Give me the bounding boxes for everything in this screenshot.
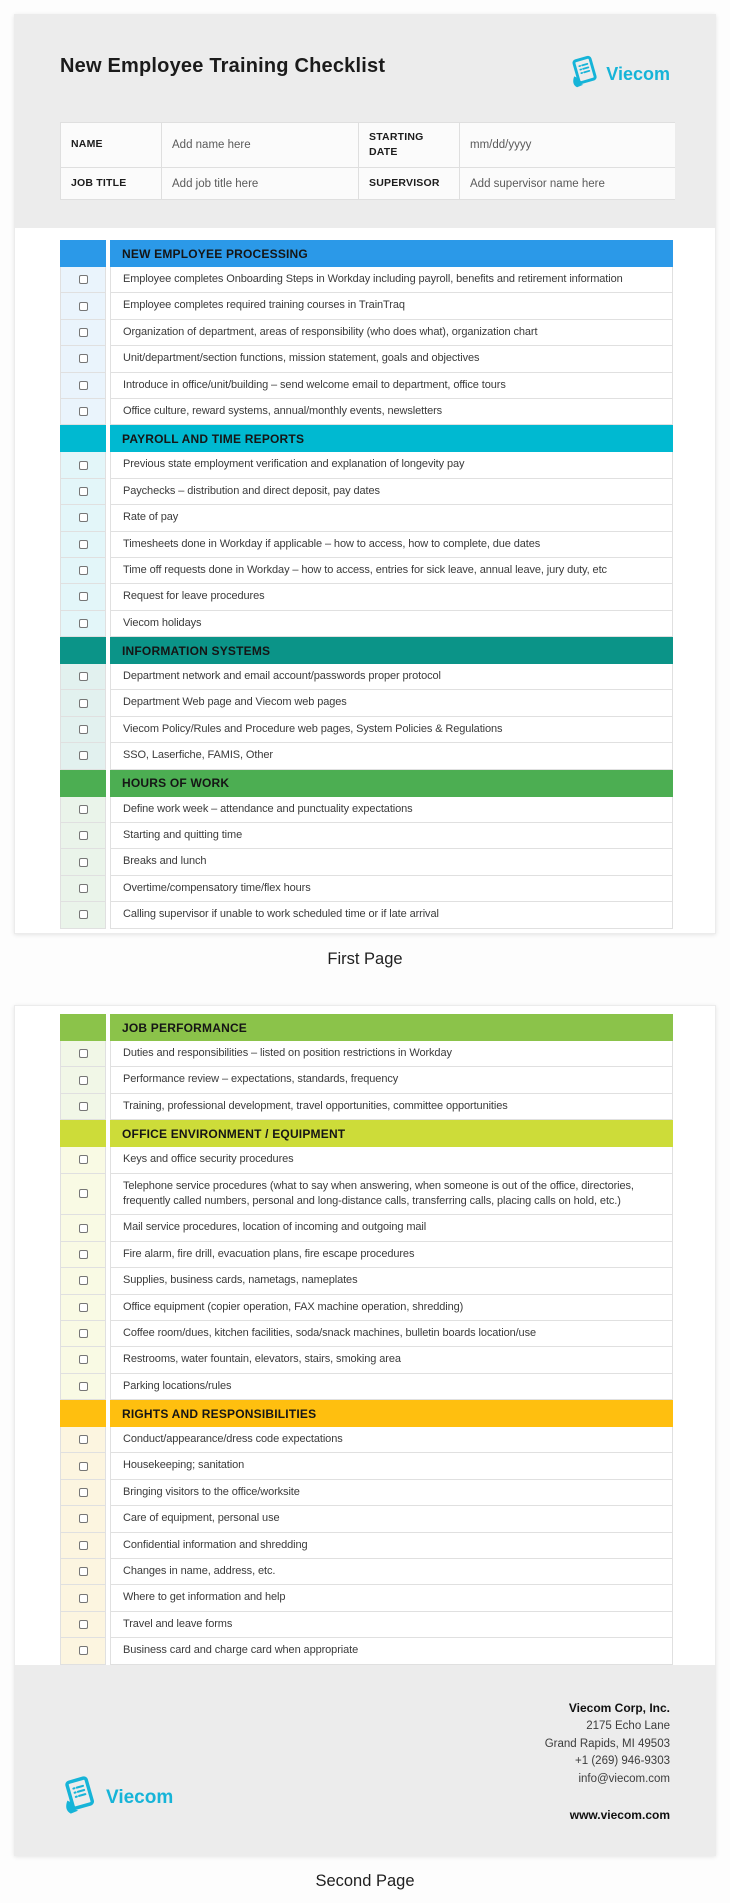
name-label: NAME	[71, 138, 103, 151]
checkbox[interactable]	[79, 910, 88, 919]
job-title-placeholder: Add job title here	[172, 177, 259, 190]
section-header-spacer	[60, 240, 106, 267]
footer-brand-name: Viecom	[106, 1786, 174, 1808]
footer-company-name: Viecom Corp, Inc.	[568, 1701, 670, 1716]
checklist-row	[60, 1094, 673, 1120]
checklist-row	[60, 1295, 673, 1321]
section-header-spacer	[60, 1014, 106, 1041]
checkbox[interactable]	[79, 1462, 88, 1471]
checkbox-cell	[60, 399, 106, 425]
footer-address-line2: Grand Rapids, MI 49503	[544, 1737, 670, 1750]
checklist-row	[60, 452, 673, 478]
checklist-item-label: Travel and leave forms	[110, 1612, 673, 1638]
starting-date-label-cell	[359, 123, 459, 167]
checkbox[interactable]	[79, 1646, 88, 1655]
section-title: JOB PERFORMANCE	[110, 1014, 673, 1041]
checklist-item-label: Viecom Policy/Rules and Procedure web pages, System Policies & Regulations	[110, 717, 673, 743]
checklist-row	[60, 1374, 673, 1400]
checklist-row	[60, 373, 673, 399]
checkbox-cell	[60, 1295, 106, 1321]
checkbox[interactable]	[79, 407, 88, 416]
checkbox-cell	[60, 717, 106, 743]
checklist-item-label: Viecom holidays	[110, 611, 673, 637]
page-footer-band	[15, 1665, 715, 1855]
checkbox[interactable]	[79, 1250, 88, 1259]
checklist-row	[60, 1242, 673, 1268]
employee-info-form	[60, 122, 675, 200]
brand-logo	[568, 55, 670, 94]
checklist-item-label: Department network and email account/passwords proper protocol	[110, 664, 673, 690]
first-page-caption: First Page	[327, 950, 403, 968]
checklist-row	[60, 849, 673, 875]
checklist-item-label: Care of equipment, personal use	[110, 1506, 673, 1532]
section-header	[60, 1014, 673, 1041]
checklist-item-label: Performance review – expectations, standards, frequency	[110, 1067, 673, 1093]
checkbox[interactable]	[79, 699, 88, 708]
checklist-item-label: Organization of department, areas of responsibility (who does what), organization chart	[110, 320, 673, 346]
checkbox[interactable]	[79, 1224, 88, 1233]
checklist-row	[60, 532, 673, 558]
checklist-item-label: SSO, Laserfiche, FAMIS, Other	[110, 743, 673, 769]
checkbox-cell	[60, 1612, 106, 1638]
checkbox-cell	[60, 1506, 106, 1532]
checkbox-cell	[60, 1374, 106, 1400]
section-title: INFORMATION SYSTEMS	[110, 637, 673, 664]
checkbox[interactable]	[79, 1620, 88, 1629]
checkbox-cell	[60, 1174, 106, 1216]
second-page	[14, 1005, 716, 1856]
brand-name: Viecom	[606, 64, 670, 84]
checklist-row	[60, 1612, 673, 1638]
checklist-item-label: Business card and charge card when appropriate	[110, 1638, 673, 1664]
section-header	[60, 425, 673, 452]
footer-address-line1: 2175 Echo Lane	[586, 1719, 670, 1732]
checklist-row	[60, 293, 673, 319]
checkbox[interactable]	[79, 805, 88, 814]
checklist-row	[60, 690, 673, 716]
footer-email[interactable]: info@viecom.com	[578, 1773, 670, 1786]
checkbox-cell	[60, 743, 106, 769]
checkbox[interactable]	[79, 1076, 88, 1085]
checklist-row	[60, 558, 673, 584]
checkbox-cell	[60, 1242, 106, 1268]
checklist-item-label: Breaks and lunch	[110, 849, 673, 875]
checklist-item-label: Confidential information and shredding	[110, 1533, 673, 1559]
checklist-row	[60, 1321, 673, 1347]
viecom-logo-icon-slot	[60, 1775, 98, 1821]
supervisor-placeholder: Add supervisor name here	[470, 177, 605, 190]
checklist-row	[60, 902, 673, 928]
starting-date-placeholder: mm/dd/yyyy	[470, 139, 532, 151]
checkbox[interactable]	[79, 1355, 88, 1364]
checklist-item-label: Rate of pay	[110, 505, 673, 531]
checkbox-cell	[60, 267, 106, 293]
checkbox-cell	[60, 849, 106, 875]
checkbox[interactable]	[79, 1049, 88, 1058]
checklist-item-label: Introduce in office/unit/building – send welcome email to department, office tours	[110, 373, 673, 399]
section-header	[60, 1400, 673, 1427]
checklist-item-label: Office equipment (copier operation, FAX machine operation, shredding)	[110, 1295, 673, 1321]
checklist-row	[60, 823, 673, 849]
checklist-row	[60, 1585, 673, 1611]
checklist-item-label: Request for leave procedures	[110, 584, 673, 610]
checkbox[interactable]	[79, 1567, 88, 1576]
checklist-row	[60, 1506, 673, 1532]
checklist-item-label: Coffee room/dues, kitchen facilities, soda/snack machines, bulletin boards location/use	[110, 1321, 673, 1347]
checkbox[interactable]	[79, 566, 88, 575]
checklist-row	[60, 1638, 673, 1664]
checkbox-cell	[60, 479, 106, 505]
checklist-row	[60, 1533, 673, 1559]
checkbox[interactable]	[79, 540, 88, 549]
section-title: RIGHTS AND RESPONSIBILITIES	[110, 1400, 673, 1427]
checkbox-cell	[60, 1427, 106, 1453]
checkbox[interactable]	[79, 513, 88, 522]
checkbox-cell	[60, 611, 106, 637]
checklist-item-label: Mail service procedures, location of incoming and outgoing mail	[110, 1215, 673, 1241]
checkbox[interactable]	[79, 672, 88, 681]
supervisor-label: SUPERVISOR	[369, 176, 440, 189]
checkbox-cell	[60, 1147, 106, 1173]
checklist-item-label: Parking locations/rules	[110, 1374, 673, 1400]
viecom-logo-icon	[60, 1775, 98, 1816]
checkbox[interactable]	[79, 592, 88, 601]
checkbox-cell	[60, 1638, 106, 1664]
footer-contact-block	[545, 1699, 670, 1824]
checkbox[interactable]	[79, 1189, 88, 1198]
checklist-row	[60, 664, 673, 690]
checkbox-cell	[60, 346, 106, 372]
supervisor-label-cell	[359, 168, 459, 199]
checkbox-cell	[60, 1480, 106, 1506]
checkbox-cell	[60, 1559, 106, 1585]
checkbox[interactable]	[79, 1303, 88, 1312]
checklist-row	[60, 1347, 673, 1373]
section-header-spacer	[60, 637, 106, 664]
checklist-row	[60, 743, 673, 769]
name-placeholder: Add name here	[172, 139, 251, 151]
checkbox-cell	[60, 1067, 106, 1093]
checklist-row	[60, 1480, 673, 1506]
checkbox[interactable]	[79, 275, 88, 284]
checklist-page2	[60, 1014, 673, 1665]
checklist-item-label: Define work week – attendance and punctuality expectations	[110, 797, 673, 823]
checklist-item-label: Previous state employment verification and explanation of longevity pay	[110, 452, 673, 478]
checkbox-cell	[60, 584, 106, 610]
checkbox-cell	[60, 452, 106, 478]
checklist-row	[60, 1427, 673, 1453]
checkbox[interactable]	[79, 884, 88, 893]
checkbox-cell	[60, 293, 106, 319]
checklist-row	[60, 611, 673, 637]
checklist-row	[60, 1174, 673, 1216]
checkbox[interactable]	[79, 328, 88, 337]
checkbox-cell	[60, 320, 106, 346]
checkbox-cell	[60, 532, 106, 558]
checklist-item-label: Office culture, reward systems, annual/monthly events, newsletters	[110, 399, 673, 425]
checklist-item-label: Where to get information and help	[110, 1585, 673, 1611]
viecom-logo-icon	[568, 55, 600, 89]
checklist-item-label: Supplies, business cards, nametags, nameplates	[110, 1268, 673, 1294]
section-header-spacer	[60, 1120, 106, 1147]
second-page-caption: Second Page	[315, 1871, 415, 1890]
checkbox[interactable]	[79, 1541, 88, 1550]
checkbox[interactable]	[79, 354, 88, 363]
checkbox-cell	[60, 1347, 106, 1373]
job-title-label: JOB TITLE	[71, 176, 127, 189]
checklist-row	[60, 1559, 673, 1585]
starting-date-label: STARTING DATE	[369, 130, 424, 158]
checkbox-cell	[60, 902, 106, 928]
page-header-band	[15, 15, 715, 228]
section-title: HOURS OF WORK	[110, 770, 673, 797]
checkbox-cell	[60, 1585, 106, 1611]
section-header	[60, 1120, 673, 1147]
checklist-row	[60, 876, 673, 902]
checklist-item-label: Training, professional development, travel opportunities, committee opportunities	[110, 1094, 673, 1120]
checklist-item-label: Department Web page and Viecom web pages	[110, 690, 673, 716]
checkbox[interactable]	[79, 381, 88, 390]
checkbox-cell	[60, 876, 106, 902]
checkbox[interactable]	[79, 1276, 88, 1285]
section-header-spacer	[60, 425, 106, 452]
checklist-item-label: Overtime/compensatory time/flex hours	[110, 876, 673, 902]
checklist-row	[60, 1268, 673, 1294]
checkbox-cell	[60, 1215, 106, 1241]
checkbox-cell	[60, 505, 106, 531]
checklist-page1	[60, 240, 673, 929]
job-title-field[interactable]	[162, 168, 358, 199]
section-header	[60, 770, 673, 797]
checkbox-cell	[60, 823, 106, 849]
checklist-item-label: Conduct/appearance/dress code expectations	[110, 1427, 673, 1453]
checklist-item-label: Time off requests done in Workday – how to access, entries for sick leave, annual leave, jury duty, etc	[110, 558, 673, 584]
checklist-row	[60, 1147, 673, 1173]
checkbox-cell	[60, 558, 106, 584]
page-title: New Employee Training Checklist	[60, 55, 386, 77]
checklist-row	[60, 797, 673, 823]
checklist-item-label: Keys and office security procedures	[110, 1147, 673, 1173]
checklist-item-label: Restrooms, water fountain, elevators, stairs, smoking area	[110, 1347, 673, 1373]
checklist-item-label: Employee completes Onboarding Steps in Workday including payroll, benefits and retirement information	[110, 267, 673, 293]
checklist-item-label: Timesheets done in Workday if applicable – how to access, how to complete, due dates	[110, 532, 673, 558]
supervisor-field[interactable]	[460, 168, 675, 199]
checkbox[interactable]	[79, 725, 88, 734]
checkbox[interactable]	[79, 1102, 88, 1111]
checkbox[interactable]	[79, 1594, 88, 1603]
checklist-row	[60, 584, 673, 610]
checklist-row	[60, 479, 673, 505]
footer-website[interactable]: www.viecom.com	[569, 1808, 670, 1822]
checkbox[interactable]	[79, 1155, 88, 1164]
checkbox[interactable]	[79, 619, 88, 628]
section-header-spacer	[60, 1400, 106, 1427]
checklist-row	[60, 1215, 673, 1241]
section-header	[60, 240, 673, 267]
checkbox-cell	[60, 797, 106, 823]
checkbox[interactable]	[79, 1488, 88, 1497]
checklist-row	[60, 717, 673, 743]
checkbox[interactable]	[79, 1382, 88, 1391]
first-page	[14, 14, 716, 934]
checklist-item-label: Telephone service procedures (what to say when answering, when someone is out of the office, directories, frequently called numbers, personal and long-distance calls, transferring calls, placing calls on hold, etc.)	[110, 1174, 673, 1216]
checklist-row	[60, 399, 673, 425]
checklist-item-label: Starting and quitting time	[110, 823, 673, 849]
footer-brand-logo	[60, 1775, 173, 1821]
checkbox-cell	[60, 664, 106, 690]
checkbox-cell	[60, 690, 106, 716]
checkbox-cell	[60, 373, 106, 399]
checklist-row	[60, 1041, 673, 1067]
section-title: OFFICE ENVIRONMENT / EQUIPMENT	[110, 1120, 673, 1147]
checkbox-cell	[60, 1094, 106, 1120]
checkbox-cell	[60, 1268, 106, 1294]
checklist-item-label: Housekeeping; sanitation	[110, 1453, 673, 1479]
checklist-row	[60, 267, 673, 293]
checklist-item-label: Fire alarm, fire drill, evacuation plans, fire escape procedures	[110, 1242, 673, 1268]
checklist-row	[60, 1067, 673, 1093]
checkbox-cell	[60, 1041, 106, 1067]
checkbox[interactable]	[79, 487, 88, 496]
checklist-item-label: Unit/department/section functions, mission statement, goals and objectives	[110, 346, 673, 372]
checkbox[interactable]	[79, 858, 88, 867]
checklist-item-label: Changes in name, address, etc.	[110, 1559, 673, 1585]
checklist-item-label: Bringing visitors to the office/worksite	[110, 1480, 673, 1506]
checklist-row	[60, 1453, 673, 1479]
viecom-logo-icon-slot	[568, 55, 600, 94]
checkbox[interactable]	[79, 831, 88, 840]
checklist-item-label: Employee completes required training courses in TrainTraq	[110, 293, 673, 319]
job-title-label-cell	[61, 168, 161, 199]
checkbox[interactable]	[79, 751, 88, 760]
checkbox-cell	[60, 1321, 106, 1347]
checklist-row	[60, 505, 673, 531]
checklist-item-label: Paychecks – distribution and direct deposit, pay dates	[110, 479, 673, 505]
section-title: PAYROLL AND TIME REPORTS	[110, 425, 673, 452]
section-header	[60, 637, 673, 664]
name-field[interactable]	[162, 123, 358, 167]
section-title: NEW EMPLOYEE PROCESSING	[110, 240, 673, 267]
checkbox[interactable]	[79, 1514, 88, 1523]
checkbox-cell	[60, 1533, 106, 1559]
starting-date-field[interactable]	[460, 123, 675, 167]
checklist-item-label: Duties and responsibilities – listed on position restrictions in Workday	[110, 1041, 673, 1067]
name-label-cell	[61, 123, 161, 167]
checklist-item-label: Calling supervisor if unable to work scheduled time or if late arrival	[110, 902, 673, 928]
footer-phone: +1 (269) 946-9303	[575, 1755, 670, 1768]
checkbox-cell	[60, 1453, 106, 1479]
checkbox[interactable]	[79, 1329, 88, 1338]
checkbox[interactable]	[79, 461, 88, 470]
checkbox[interactable]	[79, 1435, 88, 1444]
section-header-spacer	[60, 770, 106, 797]
checklist-row	[60, 346, 673, 372]
checklist-row	[60, 320, 673, 346]
checkbox[interactable]	[79, 302, 88, 311]
